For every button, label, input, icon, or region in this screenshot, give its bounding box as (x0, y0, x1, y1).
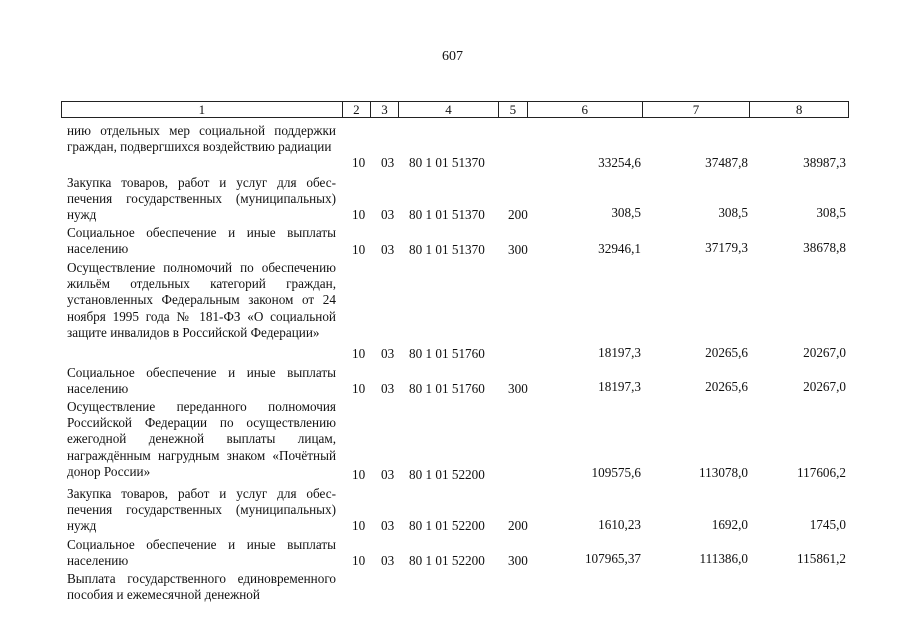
row-4-subsection: 03 (381, 381, 395, 396)
row-6-year2: 1692,0 (711, 517, 748, 532)
header-col-4: 4 (399, 102, 499, 118)
row-6-subsection: 03 (381, 518, 395, 533)
row-7-description: Социальное обеспечение и иные выплаты населению (67, 537, 336, 569)
row-1-year1: 308,5 (611, 205, 641, 220)
header-col-2: 2 (342, 102, 370, 118)
row-0-year3: 38987,3 (803, 155, 846, 170)
row-7-year3: 115861,2 (797, 551, 846, 566)
row-3-year2: 20265,6 (705, 345, 748, 360)
row-6-year1: 1610,23 (598, 517, 641, 532)
row-7-subsection: 03 (381, 553, 395, 568)
row-2-expense-type: 300 (508, 242, 528, 257)
row-4-section: 10 (352, 381, 366, 396)
row-6-target-code: 80 1 01 52200 (409, 518, 485, 533)
row-0-subsection: 03 (381, 155, 395, 170)
row-5-year2: 113078,0 (699, 465, 748, 480)
row-5-year1: 109575,6 (591, 465, 641, 480)
row-5-target-code: 80 1 01 52200 (409, 467, 485, 482)
row-3-year1: 18197,3 (598, 345, 641, 360)
row-4-year3: 20267,0 (803, 379, 846, 394)
row-3-section: 10 (352, 346, 366, 361)
row-2-subsection: 03 (381, 242, 395, 257)
row-2-year2: 37179,3 (705, 240, 748, 255)
row-1-expense-type: 200 (508, 207, 528, 222)
row-4-description: Социальное обеспечение и иные выплаты населению (67, 365, 336, 397)
row-2-target-code: 80 1 01 51370 (409, 242, 485, 257)
header-col-7: 7 (642, 102, 750, 118)
row-4-target-code: 80 1 01 51760 (409, 381, 485, 396)
row-7-year1: 107965,37 (584, 551, 641, 566)
row-2-year3: 38678,8 (803, 240, 846, 255)
row-3-target-code: 80 1 01 51760 (409, 346, 485, 361)
row-0-year1: 33254,6 (598, 155, 641, 170)
row-3-subsection: 03 (381, 346, 395, 361)
row-7-target-code: 80 1 01 52200 (409, 553, 485, 568)
row-6-expense-type: 200 (508, 518, 528, 533)
row-5-section: 10 (352, 467, 366, 482)
row-4-year1: 18197,3 (598, 379, 641, 394)
row-1-subsection: 03 (381, 207, 395, 222)
row-7-expense-type: 300 (508, 553, 528, 568)
row-3-description: Осуществление полномочий по обеспечению жильём отдельных категорий граждан, установленных Федеральным законом от 24 ноября 1995 года № 181-ФЗ «О социальной защите инвалидов в Российской Федерации» (67, 260, 336, 340)
row-1-section: 10 (352, 207, 366, 222)
row-6-section: 10 (352, 518, 366, 533)
header-col-1: 1 (62, 102, 343, 118)
header-row (62, 102, 849, 118)
row-0-section: 10 (352, 155, 366, 170)
column-header-table (61, 101, 849, 118)
row-0-target-code: 80 1 01 51370 (409, 155, 485, 170)
row-6-year3: 1745,0 (809, 517, 846, 532)
row-7-year2: 111386,0 (699, 551, 748, 566)
row-2-year1: 32946,1 (598, 241, 641, 256)
row-7-section: 10 (352, 553, 366, 568)
row-1-description: Закупка товаров, работ и услуг для обеспечения государственных (муниципальных) нужд (67, 175, 336, 223)
row-4-year2: 20265,6 (705, 379, 748, 394)
row-6-description: Закупка товаров, работ и услуг для обеспечения государственных (муниципальных) нужд (67, 486, 336, 534)
row-1-target-code: 80 1 01 51370 (409, 207, 485, 222)
row-5-subsection: 03 (381, 467, 395, 482)
header-col-3: 3 (370, 102, 398, 118)
row-0-year2: 37487,8 (705, 155, 748, 170)
row-3-year3: 20267,0 (803, 345, 846, 360)
header-col-6: 6 (527, 102, 642, 118)
row-5-year3: 117606,2 (797, 465, 846, 480)
row-0-description: нию отдельных мер социальной поддержки граждан, подвергшихся воздействию радиации (67, 123, 336, 155)
row-8-description: Выплата государственного единовременного пособия и ежемесячной денежной (67, 571, 336, 603)
page-number: 607 (442, 49, 463, 64)
row-1-year3: 308,5 (816, 205, 846, 220)
row-2-section: 10 (352, 242, 366, 257)
row-1-year2: 308,5 (718, 205, 748, 220)
row-5-description: Осуществление переданного полномочия Российской Федерации по осуществлению ежегодной денежной выплаты лицам, награждённым нагрудным знаком «Почётный донор России» (67, 399, 336, 479)
header-col-5: 5 (498, 102, 527, 118)
row-2-description: Социальное обеспечение и иные выплаты населению (67, 225, 336, 257)
header-col-8: 8 (750, 102, 849, 118)
row-4-expense-type: 300 (508, 381, 528, 396)
